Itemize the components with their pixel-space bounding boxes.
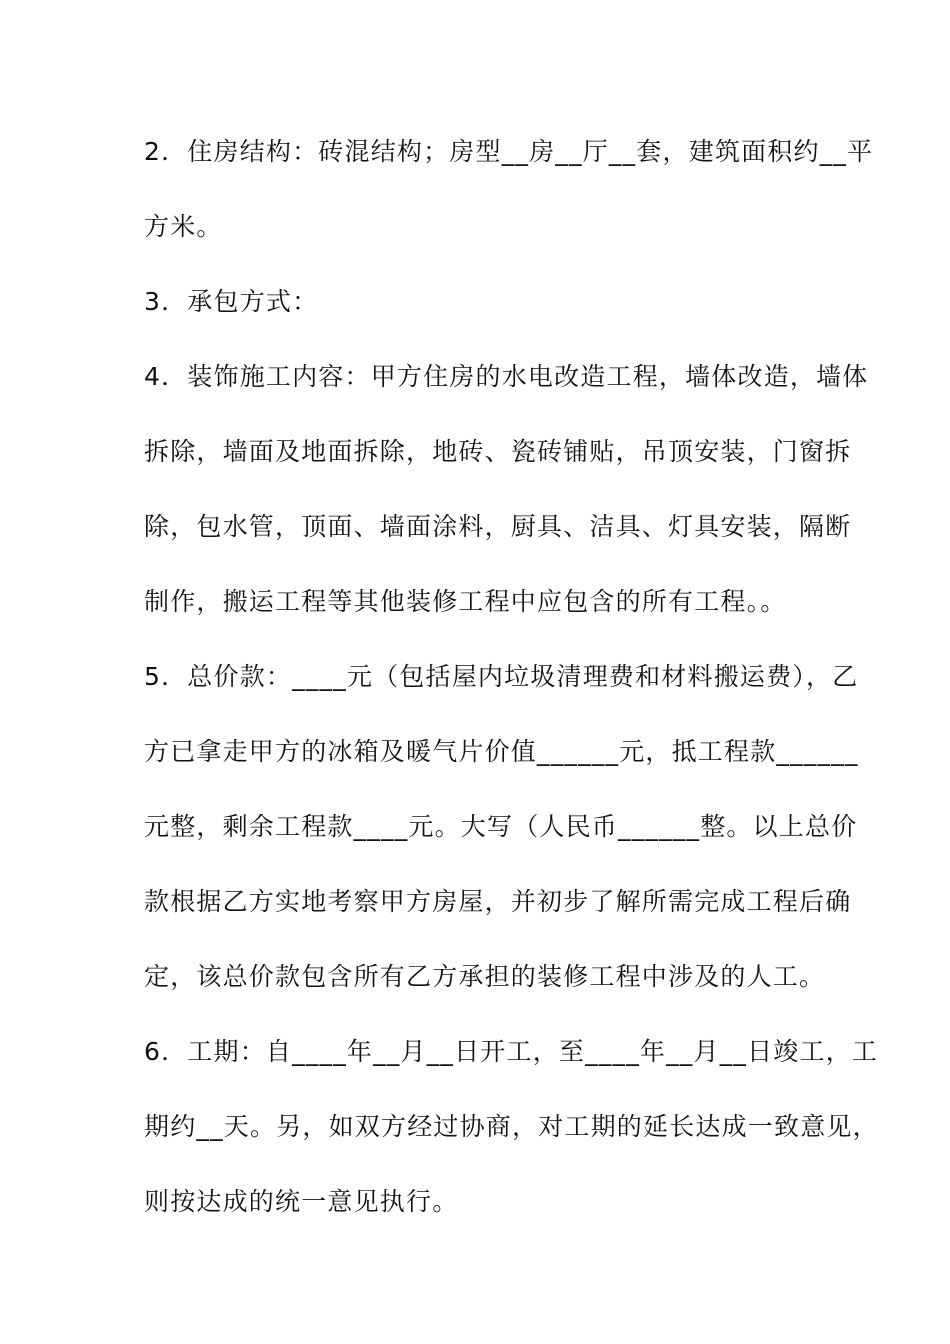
text-line-scope: 4．装饰施工内容：甲方住房的水电改造工程，墙体改造，墙体 bbox=[144, 362, 869, 391]
text-line-total-price-cont-1: 方已拿走甲方的冰箱及暖气片价值______元，抵工程款______ bbox=[144, 737, 859, 766]
text-line-total-price-cont-2: 元整，剩余工程款____元。大写（人民币______整。以上总价 bbox=[144, 812, 858, 841]
text-line-schedule-cont-2: 则按达成的统一意见执行。 bbox=[144, 1187, 459, 1216]
text-line-contract-method: 3．承包方式： bbox=[144, 287, 319, 316]
text-line-scope-cont-3: 制作，搬运工程等其他装修工程中应包含的所有工程。。 bbox=[144, 587, 787, 616]
text-line-scope-cont-1: 拆除，墙面及地面拆除，地砖、瓷砖铺贴，吊顶安装，门窗拆 bbox=[144, 437, 852, 466]
text-line-total-price: 5．总价款：____元（包括屋内垃圾清理费和材料搬运费），乙 bbox=[144, 662, 859, 691]
text-line-total-price-cont-4: 定，该总价款包含所有乙方承担的装修工程中涉及的人工。 bbox=[144, 962, 826, 991]
text-line-schedule-cont-1: 期约__天。另，如双方经过协商，对工期的延长达成一致意见， bbox=[144, 1112, 879, 1141]
text-line-scope-cont-2: 除，包水管，顶面、墙面涂料，厨具、洁具、灯具安装，隔断 bbox=[144, 512, 852, 541]
text-line-total-price-cont-3: 款根据乙方实地考察甲方房屋，并初步了解所需完成工程后确 bbox=[144, 887, 852, 916]
text-line-structure: 2．住房结构：砖混结构；房型__房__厅__套，建筑面积约__平 bbox=[144, 137, 874, 166]
text-line-structure-cont: 方米。 bbox=[144, 212, 223, 241]
text-line-schedule: 6．工期：自____年__月__日开工，至____年__月__日竣工，工 bbox=[144, 1037, 879, 1066]
